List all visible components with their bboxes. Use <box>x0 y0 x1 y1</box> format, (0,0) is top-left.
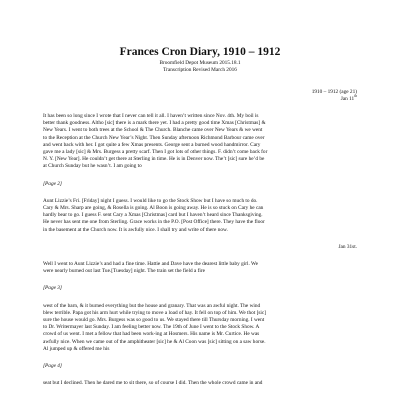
paragraph-line: better thank goodness. Altho [sic] there is a mark there yet. I had a pretty good time Xmas [Christmas] & <box>43 120 266 127</box>
paragraph-line: Aunt Lizzie’s Fri. [Friday] night I guess. I would like to go the Stock Show but I have so much to do. <box>43 197 258 204</box>
paragraph-line: crowd of us went. I met a fellow that had been work-ing at Hosmers. His name is Mr. Curtice. He was <box>43 331 260 338</box>
paragraph-line: Well I went to Aunt Lizzie’s and had a fine time. Hattie and Dave have the dearest little baby girl. We <box>43 261 258 268</box>
paragraph-line: seat but I declined. Then he dared me to sit there, so of course I did. Then the whole crowd came in and <box>43 380 263 387</box>
diary-paragraph <box>43 198 357 234</box>
page-marker: [Page 4] <box>43 363 62 370</box>
diary-body <box>43 113 357 387</box>
paragraph-line: N. Y. [New Year]. He couldn’t get there at Sterling in time. He is in Denver now. The’t [sic] sure he’d be <box>43 156 265 163</box>
paragraph-line: at Church Sunday but he wasn’t. I am going to <box>43 163 142 170</box>
header-entry-date-suffix: th <box>354 94 357 99</box>
paragraph-line: to the Reception at the Church New Year’s Night. Then Sunday afternoon Richmond Barbour came over <box>43 134 265 141</box>
paragraph-line: blew terrible. Papa got his arm hurt while trying to move a load of hay. It fell on top of him. We thot [sic] <box>43 309 267 316</box>
header-entry-date <box>43 96 357 103</box>
header-entry-date-text: Jan 11 <box>340 96 355 102</box>
paragraph-line: and went back with her. I got quite a few Xmas presents. George sent a burned wood handmirror. Cary <box>43 141 261 148</box>
header-date-range: 1910 – 1912 (age 21) <box>311 89 357 95</box>
paragraph-line: Al jumped up & offered me his <box>43 345 110 352</box>
header-date-block <box>43 89 357 103</box>
paragraph-line: awfully nice. When we came out of the amphitheater [sic] he & Al Coon was [sic] sitting on a saw horse. <box>43 338 266 345</box>
page-marker: [Page 3] <box>43 285 62 292</box>
entry-date: Jan 31st. <box>338 243 357 250</box>
paragraph-line: in the basement at the Church now. It is awfully nice. I shall try and write of there now. <box>43 226 228 233</box>
paragraph-line: sure the house would go. Mrs. Burgess was so good to us. We stayed there till Thursday morning. I went <box>43 317 265 324</box>
document-title: Frances Cron Diary, 1910 – 1912 <box>119 46 281 58</box>
paragraph-line: west of the barn, & it burned everything but the house and granary. That was an awful night. The wind <box>43 302 261 309</box>
page-marker: [Page 2] <box>43 180 62 187</box>
paragraph-line: were nearly burned out last Tue.[Tuesday] night. The train set the field a fire <box>43 268 205 275</box>
paragraph-line: New Years. I went to both trees at the School & The Church. Blanche came over New Years & we went <box>43 127 263 134</box>
paragraph-line: gave me a lady [sic] & Mrs. Burgess a pretty scarf. Then I got lots of other things. F. didn’t come back for <box>43 149 268 156</box>
diary-paragraph <box>43 113 357 171</box>
paragraph-line: hardly bear to go. I guess F. sent Cary a Xmas [Christmas] card but I haven’t heard since Thanksgiving. <box>43 212 263 219</box>
paragraph-line: to Dr. Writermayer last Sunday. I am feeling better now. The 19th of June I went to the Stock Show. A <box>43 324 260 331</box>
paragraph-line: Cary & Mrs. Sharp are going, & Rosella is going. Al Boon is going away. He is so stuck on Cary he can <box>43 205 264 212</box>
diary-paragraph <box>43 261 357 275</box>
paragraph-line: He never has sent me one from Sterling. Grace works in the P.O. [Post Office] there. They have the floor <box>43 219 265 226</box>
source-line: Broomfield Depot Museum 2015.18.1 <box>159 60 241 66</box>
paragraph-line: It has been so long since I wrote that I never can tell it all. I haven’t written since Nov. 4th. My boil is <box>43 113 259 119</box>
diary-paragraph <box>43 303 357 353</box>
diary-paragraph <box>43 380 357 387</box>
transcription-line: Transcription Revised March 2016 <box>163 67 237 73</box>
